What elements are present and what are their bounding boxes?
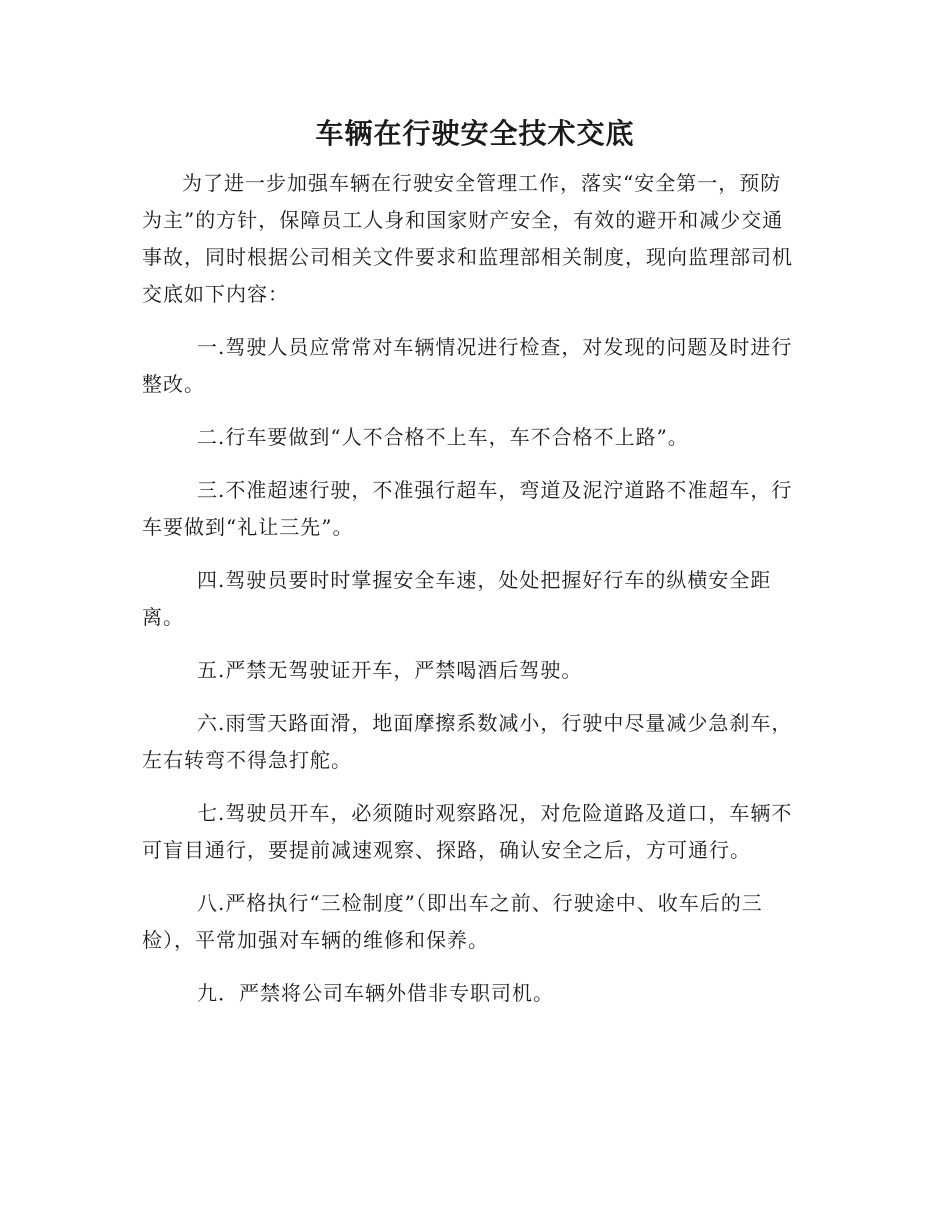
rule-item-4: 四.驾驶员要时时掌握安全车速，处处把握好行车的纵横安全距离。	[142, 568, 772, 629]
rule-item-6: 六.雨雪天路面滑，地面摩擦系数减小，行驶中尽量减少急刹车，左右转弯不得急打舵。	[142, 711, 793, 772]
rule-item-1: 一.驾驶人员应常常对车辆情况进行检查，对发现的问题及时进行整改。	[142, 335, 793, 396]
rule-item-2: 二.行车要做到“人不合格不上车，车不合格不上路”。	[197, 425, 689, 449]
rule-item-5: 五.严禁无驾驶证开车，严禁喝酒后驾驶。	[197, 658, 583, 682]
rule-item-7: 七.驾驶员开车，必须随时观察路况，对危险道路及道口，车辆不可盲目通行，要提前减速观察、探路，确认安全之后，方可通行。	[142, 801, 793, 862]
intro-paragraph: 为了进一步加强车辆在行驶安全管理工作，落实“安全第一，预防为主”的方针，保障员工人身和国家财产安全，有效的避开和减少交通事故，同时根据公司相关文件要求和监理部相关制度，现向监理部司机交底如下内容：	[142, 171, 793, 306]
rule-item-3: 三.不准超速行驶，不准强行超车，弯道及泥泞道路不准超车，行车要做到“礼让三先”。	[142, 478, 793, 539]
document-body	[142, 165, 797, 1028]
rule-item-9: 九．严禁将公司车辆外借非专职司机。	[197, 981, 554, 1005]
rule-item-8: 八.严格执行“三检制度”（即出车之前、行驶途中、收车后的三检），平常加强对车辆的维修和保养。	[142, 891, 763, 952]
document-title: 车辆在行驶安全技术交底	[315, 117, 635, 150]
